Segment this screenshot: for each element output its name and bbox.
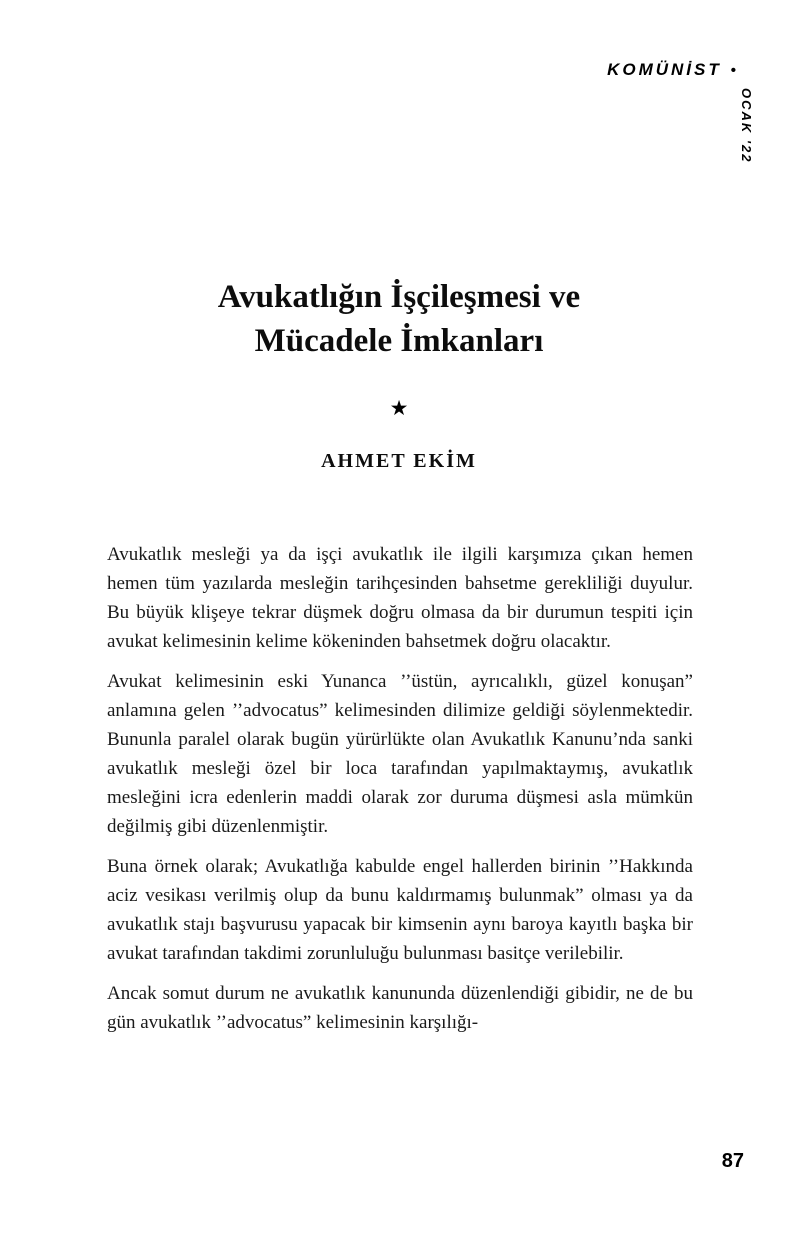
paragraph-2: Avukat kelimesinin eski Yunanca ’’üstün, ayrıcalıklı, güzel konuşan” anlamına gelen ’’advocatus” kelimesinden dilimize geldiği söylenmektedir. Bununla paralel olarak bugün yürürlükte olan Avukatlık Kanunu’nda sanki avukatlık mesleği özel bir loca tarafından yapılmaktaymış, avukatlık mesleğini icra edenlerin maddi olarak zor duruma düşmesi asla mümkün değilmiş gibi düzenlenmiştir. [107, 671, 693, 837]
issue-date: OCAK '22 [739, 88, 754, 164]
article-title-line-2: Mücadele İmkanları [254, 322, 544, 359]
star-divider-icon: ★ [389, 396, 409, 420]
page-number: 87 [721, 1150, 744, 1172]
article-body [107, 540, 693, 1048]
masthead [607, 60, 736, 80]
paragraph-4: Ancak somut durum ne avukatlık kanununda düzenlendiği gibidir, ne de bu gün avukatlık ’’advocatus” kelimesinin karşılığı- [107, 983, 693, 1033]
article-title [0, 276, 798, 363]
paragraph-3: Buna örnek olarak; Avukatlığa kabulde engel hallerden birinin ’’Hakkında aciz vesikası verilmiş olup da bunu kaldırmamış bulunmak” olması ya da avukatlık stajı başvurusu yapacak bir kimsenin aynı baroya kayıtlı başka bir avukat tarafından takdimi zorunluluğu bulunması basitçe verilebilir. [107, 856, 693, 964]
masthead-bullet-icon: • [730, 61, 736, 79]
article-title-line-1: Avukatlığın İşçileşmesi ve [217, 279, 581, 315]
paragraph-1: Avukatlık mesleği ya da işçi avukatlık ile ilgili karşımıza çıkan hemen hemen tüm yazılarda mesleğin tarihçesinden bahsetme gerekliliği duyulur. Bu büyük klişeye tekrar düşmek doğru olmasa da bir durumun tespiti için avukat kelimesinin kelime kökeninden bahsetmek doğru olacaktır. [107, 544, 693, 652]
journal-name: KOMÜNİST [607, 60, 722, 79]
author-name: AHMET EKİM [321, 450, 477, 472]
